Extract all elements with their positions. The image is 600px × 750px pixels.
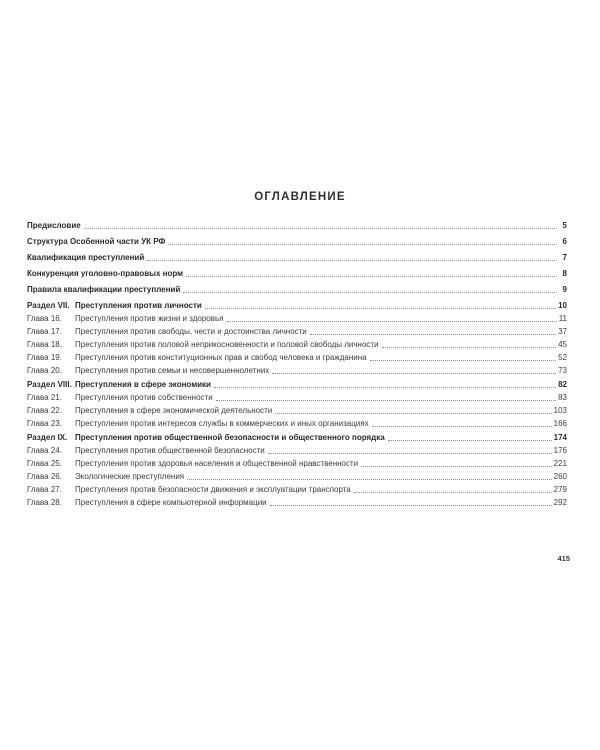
toc-entry-label: Преступления против собственности <box>75 393 213 402</box>
toc-entry-number: Глава 23. <box>27 419 62 428</box>
dot-leader <box>268 451 552 454</box>
toc-chapter-16[interactable] <box>27 314 567 324</box>
toc-entry-label: Предисловие <box>27 221 81 230</box>
toc-entry-page: 8 <box>562 269 567 278</box>
toc-chapter-21[interactable] <box>27 393 567 403</box>
dot-leader <box>187 477 552 480</box>
page-title: ОГЛАВЛЕНИЕ <box>254 191 346 203</box>
toc-entry-label: Преступления в сфере экономики <box>75 380 211 389</box>
toc-chapter-25[interactable] <box>27 459 567 469</box>
dot-leader <box>270 503 552 506</box>
dot-leader <box>372 424 552 427</box>
toc-entry-label: Преступления против здоровья населения и общественной нравственности <box>75 459 359 468</box>
dot-leader <box>275 411 551 414</box>
dot-leader <box>205 306 556 309</box>
toc-entry-page: 260 <box>553 472 567 481</box>
toc-entry-page: 174 <box>553 433 567 442</box>
toc-entry-number: Раздел VII. <box>27 301 70 310</box>
toc-entry-number: Глава 16. <box>27 314 62 323</box>
toc-entry-label: Преступления против жизни и здоровья <box>75 314 224 323</box>
toc-section-8[interactable] <box>27 380 567 390</box>
dot-leader <box>370 358 556 361</box>
toc-entry-preface[interactable] <box>27 221 567 231</box>
toc-entry-number: Глава 18. <box>27 340 62 349</box>
dot-leader <box>214 385 556 388</box>
dot-leader <box>147 258 557 261</box>
toc-entry-number: Глава 19. <box>27 353 62 362</box>
toc-entry-label: Квалификация преступлений <box>27 253 145 262</box>
toc-chapter-28[interactable] <box>27 498 567 508</box>
toc-entry-label: Преступления против конституционных прав и свобод человека и гражданина <box>75 353 367 362</box>
toc-entry-label: Преступления против семьи и несовершеннолетних <box>75 366 270 375</box>
toc-entry-page: 11 <box>558 314 567 323</box>
toc-entry-label: Преступления против половой неприкосновенности и половой свободы личности <box>75 340 379 349</box>
dot-leader <box>310 332 556 335</box>
toc-entry-number: Глава 24. <box>27 446 62 455</box>
toc-entry-label: Преступления в сфере экономической деятельности <box>75 406 273 415</box>
toc-entry-number: Глава 26. <box>27 472 62 481</box>
dot-leader <box>186 274 557 277</box>
toc-section-9[interactable] <box>27 433 567 443</box>
dot-leader <box>216 398 556 401</box>
toc-entry-label: Преступления в сфере компьютерной информации <box>75 498 267 507</box>
toc-entry-label: Преступления против личности <box>75 301 202 310</box>
toc-chapter-19[interactable] <box>27 353 567 363</box>
toc-entry-label: Преступления против общественной безопасности и общественного порядка <box>75 433 385 442</box>
toc-chapter-17[interactable] <box>27 327 567 337</box>
dot-leader <box>227 319 557 322</box>
toc-entry-number: Глава 20. <box>27 366 62 375</box>
dot-leader <box>388 438 552 441</box>
toc-entry-label: Структура Особенной части УК РФ <box>27 237 166 246</box>
toc-entry-label: Преступления против общественной безопасности <box>75 446 265 455</box>
toc-entry-page: 7 <box>562 253 567 262</box>
toc-entry-page: 37 <box>558 327 567 336</box>
toc-entry-number: Глава 21. <box>27 393 62 402</box>
toc-entry-number: Глава 28. <box>27 498 62 507</box>
dot-leader <box>272 371 556 374</box>
toc-entry-page: 221 <box>553 459 567 468</box>
toc-section-7[interactable] <box>27 301 567 311</box>
toc-entry-page: 9 <box>562 285 567 294</box>
toc-entry-page: 83 <box>558 393 567 402</box>
toc-entry-number: Глава 25. <box>27 459 62 468</box>
dot-leader <box>361 464 552 467</box>
toc-entry-page: 176 <box>553 446 567 455</box>
dot-leader <box>382 345 557 348</box>
toc-entry-label: Экологические преступления <box>75 472 185 481</box>
dot-leader <box>168 242 557 245</box>
toc-chapter-20[interactable] <box>27 366 567 376</box>
toc-entry-page: 73 <box>558 366 567 375</box>
toc-entry-number: Раздел VIII. <box>27 380 72 389</box>
toc-entry-page: 52 <box>558 353 567 362</box>
toc-entry-number: Глава 22. <box>27 406 62 415</box>
toc-entry-page: 45 <box>558 340 567 349</box>
dot-leader <box>354 490 552 493</box>
toc-entry-structure[interactable] <box>27 237 567 247</box>
page-number: 415 <box>557 554 570 563</box>
toc-chapter-22[interactable] <box>27 406 567 416</box>
toc-entry-number: Глава 27. <box>27 485 62 494</box>
toc-entry-number: Глава 17. <box>27 327 62 336</box>
toc-entry-label: Преступления против интересов службы в коммерческих и иных организациях <box>75 419 369 428</box>
dot-leader <box>84 226 557 229</box>
table-of-contents <box>27 221 567 508</box>
toc-chapter-18[interactable] <box>27 340 567 350</box>
toc-entry-page: 292 <box>553 498 567 507</box>
toc-entry-qualification[interactable] <box>27 253 567 263</box>
toc-chapter-26[interactable] <box>27 472 567 482</box>
toc-entry-number: Раздел IX. <box>27 433 68 442</box>
toc-entry-page: 5 <box>562 221 567 230</box>
toc-entry-label: Преступления против безопасности движения и эксплуатации транспорта <box>75 485 351 494</box>
toc-entry-rules[interactable] <box>27 285 567 295</box>
dot-leader <box>183 290 557 293</box>
toc-chapter-24[interactable] <box>27 446 567 456</box>
toc-entry-page: 82 <box>558 380 567 389</box>
toc-entry-page: 166 <box>553 419 567 428</box>
toc-chapter-23[interactable] <box>27 419 567 429</box>
toc-entry-label: Преступления против свободы, чести и достоинства личности <box>75 327 307 336</box>
toc-entry-page: 10 <box>558 301 567 310</box>
toc-chapter-27[interactable] <box>27 485 567 495</box>
toc-entry-page: 279 <box>553 485 567 494</box>
toc-entry-page: 6 <box>562 237 567 246</box>
toc-entry-label: Правила квалификации преступлений <box>27 285 181 294</box>
toc-entry-competition[interactable] <box>27 269 567 279</box>
toc-entry-page: 103 <box>553 406 567 415</box>
toc-entry-label: Конкуренция уголовно-правовых норм <box>27 269 184 278</box>
